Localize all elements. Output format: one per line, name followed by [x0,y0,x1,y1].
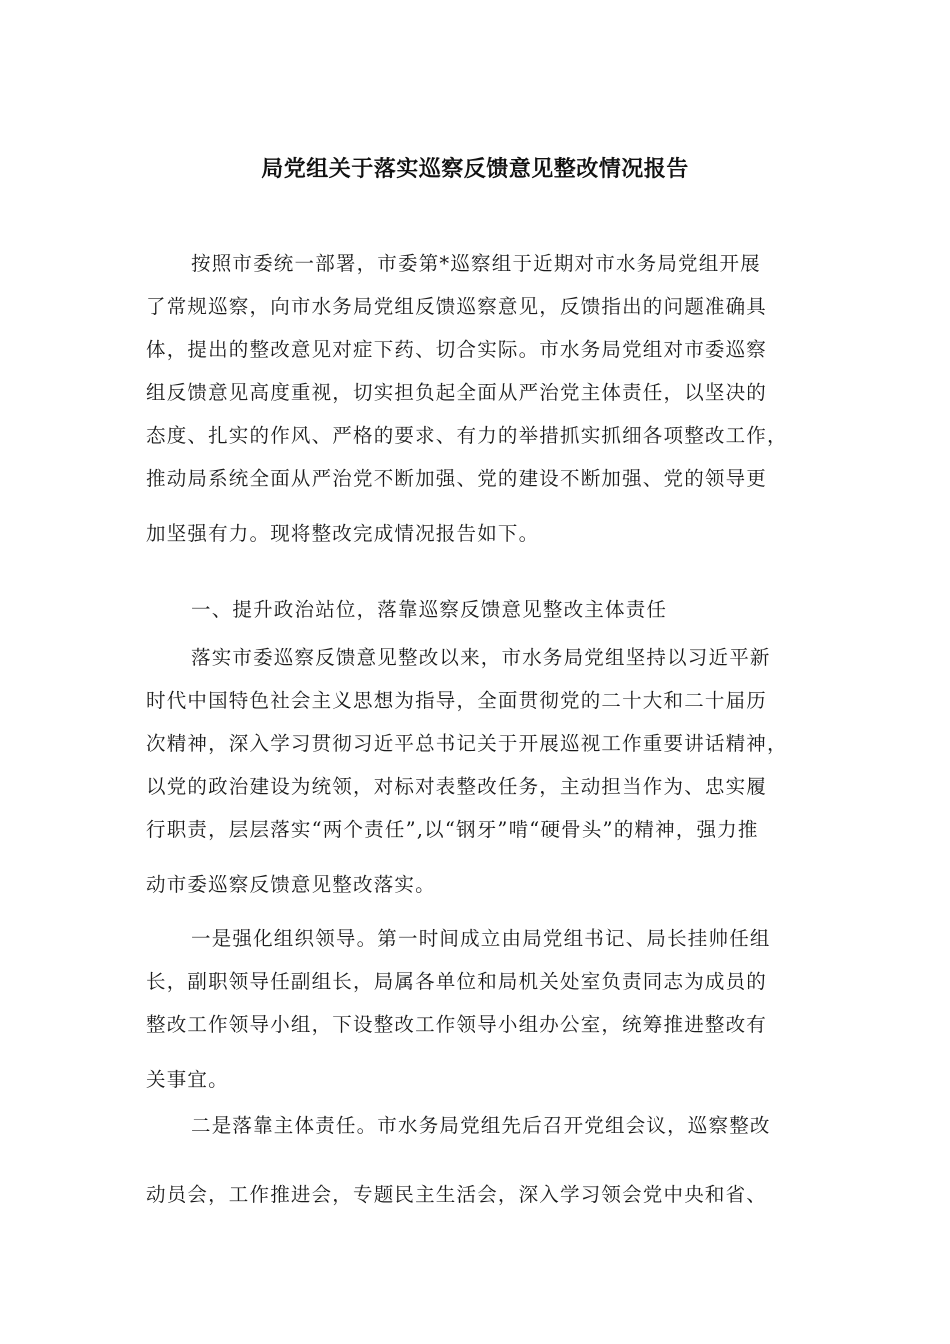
paragraph-line: 次精神，深入学习贯彻习近平总书记关于开展巡视工作重要讲话精神， [146,732,788,755]
document-title: 局党组关于落实巡察反馈意见整改情况报告 [261,157,689,182]
paragraph-line: 态度、扎实的作风、严格的要求、有力的举措抓实抓细各项整改工作， [146,424,788,447]
paragraph-line: 关事宜。 [146,1068,229,1091]
paragraph-line: 二是落靠主体责任。市水务局党组先后召开党组会议，巡察整改 [191,1114,771,1137]
paragraph-line: 推动局系统全面从严治党不断加强、党的建设不断加强、党的领导更 [146,467,768,490]
paragraph-line: 按照市委统一部署，市委第*巡察组于近期对市水务局党组开展 [191,252,761,275]
paragraph-line: 时代中国特色社会主义思想为指导，全面贯彻党的二十大和二十届历 [146,689,768,712]
section-heading: 一、提升政治站位，落靠巡察反馈意见整改主体责任 [191,598,668,621]
paragraph-line: 以党的政治建设为统领，对标对表整改任务，主动担当作为、忠实履 [146,775,768,798]
paragraph-line: 行职责，层层落实“两个责任”,以“钢牙”啃“硬骨头”的精神，强力推 [146,818,759,841]
paragraph-line: 动员会，工作推进会，专题民主生活会，深入学习领会党中央和省、 [146,1183,768,1206]
paragraph-line: 动市委巡察反馈意见整改落实。 [146,873,436,896]
paragraph-line: 加坚强有力。现将整改完成情况报告如下。 [146,522,540,545]
paragraph-line: 体，提出的整改意见对症下药、切合实际。市水务局党组对市委巡察 [146,338,768,361]
paragraph-line: 长，副职领导任副组长，局属各单位和局机关处室负责同志为成员的 [146,970,768,993]
paragraph-line: 落实市委巡察反馈意见整改以来，市水务局党组坚持以习近平新 [191,646,771,669]
paragraph-line: 了常规巡察，向市水务局党组反馈巡察意见，反馈指出的问题准确具 [146,295,768,318]
paragraph-line: 整改工作领导小组，下设整改工作领导小组办公室，统筹推进整改有 [146,1013,768,1036]
paragraph-line: 组反馈意见高度重视，切实担负起全面从严治党主体责任，以坚决的 [146,381,768,404]
paragraph-line: 一是强化组织领导。第一时间成立由局党组书记、局长挂帅任组 [191,927,771,950]
